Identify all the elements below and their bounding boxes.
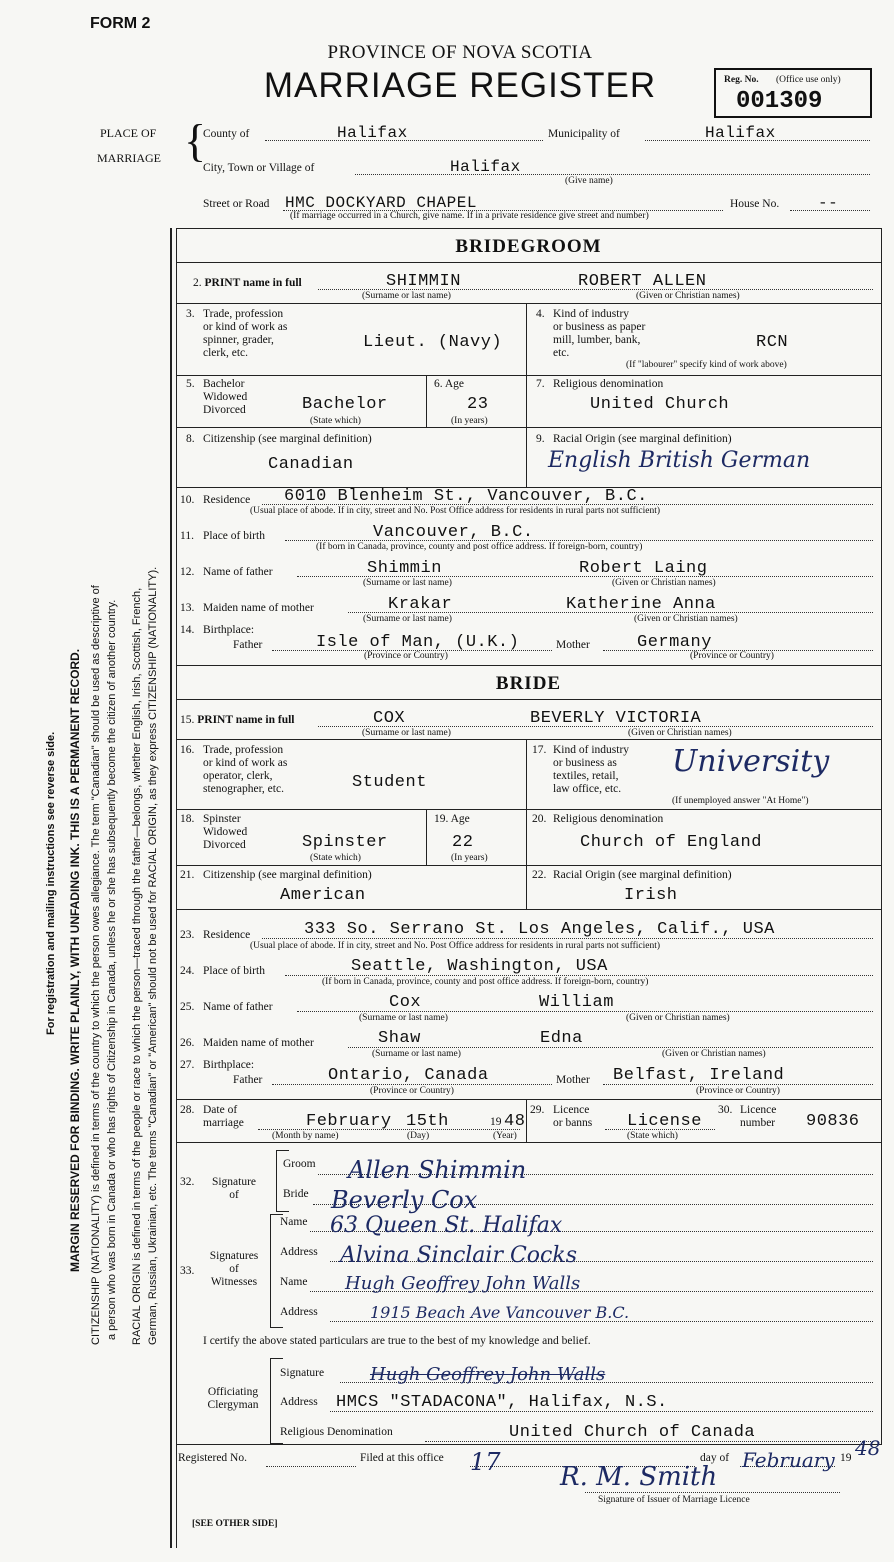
f11-label: Place of birth [203, 530, 265, 542]
groom-trade: Lieut. (Navy) [363, 333, 503, 352]
f22-label: Racial Origin (see marginal definition) [553, 869, 732, 881]
denom-field [425, 1423, 873, 1442]
margin-rule [170, 228, 172, 1548]
bride-citizenship: American [280, 886, 366, 905]
num: 2. [193, 277, 202, 289]
f9-label: Racial Origin (see marginal definition) [553, 433, 732, 445]
f2-num [193, 277, 302, 290]
f15-num [180, 714, 294, 727]
rule [426, 809, 427, 865]
filed-year-prefix: 19 [840, 1452, 852, 1464]
label: PRINT name in full [204, 277, 302, 289]
residence-note: (Usual place of abode. If in city, street and No. Post Office address for residents in rural parts not sufficient) [250, 941, 661, 951]
clergy-signature: Hugh Geoffrey John Walls [370, 1364, 606, 1385]
county-label: County of [203, 128, 250, 140]
f11-num: 11. [180, 530, 194, 542]
registered-field [266, 1450, 356, 1467]
status-note: (State which) [310, 416, 361, 426]
f33-num: 33. [180, 1265, 195, 1277]
given-note: (Given or Christian names) [636, 291, 740, 301]
bride-sig-field [313, 1186, 873, 1214]
bride-age: 22 [452, 833, 474, 852]
f12-label: Name of father [203, 566, 273, 578]
bride-father-birth-field [272, 1066, 552, 1085]
groom-name-field [318, 272, 873, 290]
surname-note: (Surname or last name) [359, 1013, 448, 1023]
rule [176, 665, 881, 666]
father-label: Father [233, 1074, 263, 1086]
surname-note: (Surname or last name) [363, 614, 452, 624]
f10-num: 10. [180, 494, 195, 506]
f5-label: Bachelor Widowed Divorced [203, 378, 248, 416]
city-value: Halifax [450, 158, 521, 176]
given-note: (Given or Christian names) [626, 1013, 730, 1023]
bride-birthplace: Seattle, Washington, USA [351, 957, 608, 976]
w2-name: Hugh Geoffrey John Walls [345, 1273, 581, 1294]
age-note: (In years) [451, 853, 488, 863]
groom-signature: Allen Shimmin [348, 1156, 527, 1184]
county-field [265, 124, 543, 141]
mother-label: Mother [556, 639, 590, 651]
f27-num: 27. [180, 1059, 195, 1071]
f14-num: 14. [180, 624, 195, 636]
mother-label: Mother [556, 1074, 590, 1086]
w1-name: 63 Queen St. Halifax [330, 1213, 563, 1238]
rule [176, 427, 881, 428]
groom-age: 23 [467, 395, 489, 414]
f4-num: 4. [536, 308, 545, 320]
residence-note: (Usual place of abode. If in city, street and No. Post Office address for residents in rural parts not sufficient) [250, 506, 661, 516]
f24-label: Place of birth [203, 965, 265, 977]
margin-racial-1: RACIAL ORIGIN is defined in terms of the people or race to which the person—traced through the father—belongs, whether English, Irish, Scottish, French, [131, 587, 143, 1345]
f3-label: Trade, profession or kind of work as spinner, grader, clerk, etc. [203, 308, 288, 359]
groom-residence-field [262, 487, 873, 505]
given-note: (Given or Christian names) [628, 728, 732, 738]
registered-label: Registered No. [178, 1452, 247, 1464]
rule [176, 1142, 881, 1143]
groom-mother-given: Katherine Anna [566, 595, 716, 614]
licence-note: (State which) [627, 1131, 678, 1141]
f21-num: 21. [180, 869, 195, 881]
birth-note: (If born in Canada, province, county and post office address. If foreign-born, country) [322, 977, 649, 987]
birth-note: (If born in Canada, province, county and post office address. If foreign-born, country) [316, 542, 643, 552]
bride-given: BEVERLY VICTORIA [530, 709, 702, 728]
f26-num: 26. [180, 1037, 195, 1049]
rule [526, 1099, 527, 1142]
f28-label: Date of marriage [203, 1104, 244, 1129]
f30-label: Licence number [740, 1104, 777, 1129]
groom-section-title: BRIDEGROOM [455, 236, 602, 257]
margin-instructions: For registration and mailing instructions see reverse side. [45, 731, 57, 1035]
f17-note: (If unemployed answer "At Home") [672, 796, 809, 806]
bride-religion: Church of England [580, 833, 762, 852]
f13-label: Maiden name of mother [203, 602, 314, 614]
rule [526, 303, 527, 375]
f8-label: Citizenship (see marginal definition) [203, 433, 372, 445]
surname-note: (Surname or last name) [372, 1049, 461, 1059]
bride-racial: Irish [624, 886, 678, 905]
label: PRINT name in full [197, 714, 295, 726]
f17-num: 17. [532, 744, 547, 756]
groom-father-given: Robert Laing [579, 559, 708, 578]
w1-name-field [310, 1213, 873, 1238]
rule [176, 739, 881, 740]
rule [426, 375, 427, 427]
w1-name-label: Name [280, 1216, 308, 1228]
margin-citizenship-2: a person who was born in Canada or who has rights of Citizenship in Canada, unless he or she has subsequently become the citizen of another country. [106, 599, 118, 1340]
f7-num: 7. [536, 378, 545, 390]
w2-address-label: Address [280, 1306, 318, 1318]
rule [176, 303, 881, 304]
clergy-address: HMCS "STADACONA", Halifax, N.S. [336, 1393, 668, 1412]
municipality-field [645, 124, 870, 141]
f25-num: 25. [180, 1001, 195, 1013]
reg-number-box [714, 68, 872, 118]
groom-birthplace-field [285, 523, 873, 541]
rule [526, 809, 527, 909]
sig-label: Signature of [211, 1176, 257, 1201]
bride-mother-birth-field [603, 1066, 873, 1085]
surname-note: (Surname or last name) [362, 728, 451, 738]
groom-given: ROBERT ALLEN [578, 272, 707, 291]
municipality-label: Municipality of [548, 128, 620, 140]
day-of-label: day of [700, 1452, 730, 1464]
filed-year: 48 [855, 1436, 881, 1460]
groom-citizenship: Canadian [268, 455, 354, 474]
f23-num: 23. [180, 929, 195, 941]
issuer-signature: R. M. Smith [560, 1462, 718, 1492]
f29-label: Licence or banns [553, 1104, 593, 1129]
margin-binding-notice: MARGIN RESERVED FOR BINDING. WRITE PLAINLY, WITH UNFADING INK. THIS IS A PERMANENT RECORD. [68, 648, 82, 1272]
f8-num: 8. [186, 433, 195, 445]
f16-num: 16. [180, 744, 195, 756]
city-note: (Give name) [565, 176, 613, 186]
bride-father-field [297, 993, 873, 1012]
filed-day: 17 [470, 1448, 501, 1476]
marriage-date-field [258, 1112, 526, 1131]
f18-num: 18. [180, 813, 195, 825]
place-label-1: PLACE OF [100, 126, 157, 140]
w1-address: Alvina Sinclair Cocks [340, 1243, 577, 1268]
groom-racial: English British German [548, 448, 811, 473]
month-note: (Month by name) [272, 1131, 339, 1141]
f20-num: 20. [532, 813, 547, 825]
f24-num: 24. [180, 965, 195, 977]
form-number: FORM 2 [90, 15, 151, 32]
bride-residence: 333 So. Serrano St. Los Angeles, Calif., USA [304, 920, 775, 939]
clergy-sig-label: Signature [280, 1367, 325, 1379]
bride-industry: University [672, 744, 830, 779]
w2-address-field [330, 1303, 873, 1322]
bride-mother-birth: Belfast, Ireland [613, 1066, 785, 1085]
clergy-label: Officiating Clergyman [207, 1386, 259, 1411]
f29-num: 29. [530, 1104, 545, 1116]
status-note: (State which) [310, 853, 361, 863]
groom-sig-label: Groom [283, 1158, 316, 1170]
surname-note: (Surname or last name) [362, 291, 451, 301]
province-heading: PROVINCE OF NOVA SCOTIA [327, 42, 593, 63]
street-label: Street or Road [203, 198, 270, 210]
f19-label: 19. Age [434, 813, 470, 825]
f28-num: 28. [180, 1104, 195, 1116]
clergy-address-field [330, 1393, 873, 1412]
street-value: HMC DOCKYARD CHAPEL [285, 194, 477, 212]
groom-mother-birth-field [603, 633, 873, 651]
f21-label: Citizenship (see marginal definition) [203, 869, 372, 881]
f7-label: Religious denomination [553, 378, 664, 390]
filed-month: February [742, 1448, 835, 1472]
f30-num: 30. [718, 1104, 733, 1116]
bride-mother-field [348, 1029, 873, 1048]
filed-label: Filed at this office [360, 1452, 444, 1464]
f13-num: 13. [180, 602, 195, 614]
w1-address-label: Address [280, 1246, 318, 1258]
rule [176, 375, 881, 376]
municipality-value: Halifax [705, 124, 776, 142]
f32-num: 32. [180, 1176, 195, 1188]
margin-citizenship-1: CITIZENSHIP (NATIONALITY) is defined in terms of the country to which the person owes allegiance. The term "Canadian" should be used as descriptive of [90, 585, 102, 1345]
marriage-month: February [306, 1112, 392, 1131]
groom-birthplace: Vancouver, B.C. [373, 523, 534, 542]
prov-note: (Province or Country) [690, 651, 774, 661]
city-label: City, Town or Village of [203, 162, 315, 174]
surname-note: (Surname or last name) [363, 578, 452, 588]
clergy-address-label: Address [280, 1396, 318, 1408]
f22-num: 22. [532, 869, 547, 881]
bride-name-field [318, 709, 873, 727]
certify-statement: I certify the above stated particulars are true to the best of my knowledge and belief. [203, 1335, 591, 1347]
f6-label: 6. Age [434, 378, 465, 390]
city-field [355, 158, 870, 175]
bride-birthplace-field [285, 957, 873, 976]
clergy-sig-field [340, 1364, 873, 1383]
f20-label: Religious denomination [553, 813, 664, 825]
prov-note: (Province or Country) [696, 1086, 780, 1096]
groom-father-surname: Shimmin [367, 559, 442, 578]
bride-father-surname: Cox [389, 993, 422, 1012]
f14-label: Birthplace: [203, 624, 255, 636]
num: 15. [180, 714, 195, 726]
f4-note: (If "labourer" specify kind of work above) [626, 360, 787, 370]
bride-mother-given: Edna [540, 1029, 583, 1048]
house-label: House No. [730, 198, 780, 210]
see-other-side: [SEE OTHER SIDE] [192, 1519, 278, 1529]
f10-label: Residence [203, 494, 251, 506]
year-prefix: 19 [490, 1116, 502, 1128]
rule [176, 865, 881, 866]
county-value: Halifax [337, 124, 408, 142]
rule [176, 909, 881, 910]
bride-surname: COX [373, 709, 406, 728]
f9-num: 9. [536, 433, 545, 445]
witness-label: Signatures of Witnesses [209, 1250, 259, 1288]
rule [526, 739, 527, 809]
groom-mother-field [348, 595, 873, 613]
f3-num: 3. [186, 308, 195, 320]
marriage-day: 15th [406, 1112, 449, 1131]
issuer-label: Signature of Issuer of Marriage Licence [598, 1495, 750, 1505]
groom-surname: SHIMMIN [386, 272, 461, 291]
bride-residence-field [262, 920, 873, 939]
page-title: MARRIAGE REGISTER [263, 66, 657, 105]
age-note: (In years) [451, 416, 488, 426]
bride-trade: Student [352, 773, 427, 792]
f16-label: Trade, profession or kind of work as operator, clerk, stenographer, etc. [203, 744, 288, 795]
f12-num: 12. [180, 566, 195, 578]
f26-label: Maiden name of mother [203, 1037, 314, 1049]
groom-father-birth: Isle of Man, (U.K.) [316, 633, 520, 652]
rule [176, 699, 881, 700]
bride-sig-label: Bride [283, 1188, 309, 1200]
groom-sig-field [318, 1156, 873, 1184]
licence-field [605, 1112, 715, 1130]
groom-religion: United Church [590, 395, 730, 414]
bride-father-birth: Ontario, Canada [328, 1066, 489, 1085]
f23-label: Residence [203, 929, 251, 941]
rule [176, 1099, 881, 1100]
rule [585, 1492, 840, 1493]
rule [526, 375, 527, 487]
w2-address: 1915 Beach Ave Vancouver B.C. [370, 1303, 630, 1322]
licence-number: 90836 [806, 1112, 860, 1131]
margin-racial-2: German, Russian, Ukrainian, etc. The terms "Canadian" or "American" should not be used for RACIAL ORIGIN, as they express CITIZENSHIP (NATIONALITY). [147, 566, 159, 1345]
groom-father-field [297, 559, 873, 577]
year-note: (Year) [493, 1131, 517, 1141]
given-note: (Given or Christian names) [662, 1049, 766, 1059]
w2-name-field [310, 1273, 873, 1292]
bride-status: Spinster [302, 833, 388, 852]
groom-industry: RCN [756, 333, 789, 352]
place-label-2: MARRIAGE [97, 151, 162, 165]
house-value: -- [818, 194, 839, 212]
bride-section-title: BRIDE [495, 673, 562, 694]
brace-icon: { [184, 115, 207, 166]
street-field [283, 194, 723, 211]
groom-mother-birth: Germany [637, 633, 712, 652]
f17-label: Kind of industry or business as textiles, retail, law office, etc. [553, 744, 630, 795]
street-note: (If marriage occurred in a Church, give name. If in a private residence give street and number) [290, 211, 649, 221]
groom-father-birth-field [272, 633, 552, 651]
groom-mother-surname: Krakar [388, 595, 453, 614]
father-label: Father [233, 639, 263, 651]
rule [176, 809, 881, 810]
prov-note: (Province or Country) [370, 1086, 454, 1096]
f18-label: Spinster Widowed Divorced [203, 813, 248, 851]
given-note: (Given or Christian names) [634, 614, 738, 624]
house-field [790, 194, 870, 211]
marriage-year: 48 [504, 1112, 526, 1131]
f27-label: Birthplace: [203, 1059, 255, 1071]
groom-status: Bachelor [302, 395, 388, 414]
reg-label: Reg. No. [724, 75, 759, 85]
prov-note: (Province or Country) [364, 651, 448, 661]
f4-label: Kind of industry or business as paper mill, lumber, bank, etc. [553, 308, 646, 359]
bride-father-given: William [539, 993, 614, 1012]
licence-type: License [627, 1112, 702, 1131]
bride-mother-surname: Shaw [378, 1029, 421, 1048]
bride-signature: Beverly Cox [331, 1186, 478, 1214]
denom-label: Religious Denomination [280, 1426, 393, 1438]
filed-month-field [740, 1448, 835, 1472]
clergy-denomination: United Church of Canada [509, 1423, 756, 1442]
reg-office-note: (Office use only) [776, 75, 841, 85]
reg-number: 001309 [736, 88, 823, 115]
f5-num: 5. [186, 378, 195, 390]
rule [176, 262, 881, 263]
given-note: (Given or Christian names) [612, 578, 716, 588]
f25-label: Name of father [203, 1001, 273, 1013]
w1-address-field [330, 1243, 873, 1268]
day-note: (Day) [407, 1131, 430, 1141]
groom-residence: 6010 Blenheim St., Vancouver, B.C. [284, 487, 648, 506]
w2-name-label: Name [280, 1276, 308, 1288]
